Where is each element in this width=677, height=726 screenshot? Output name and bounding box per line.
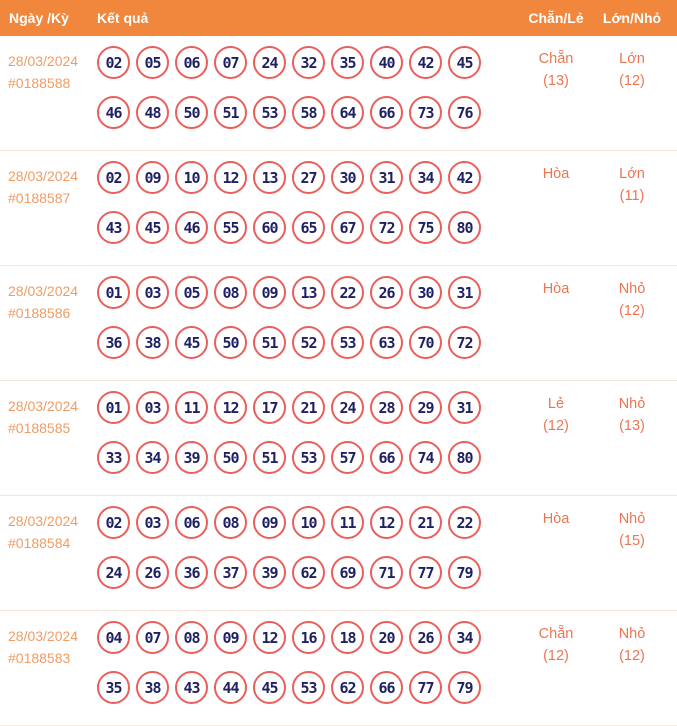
lottery-ball: 46 bbox=[175, 211, 208, 244]
lottery-ball: 01 bbox=[97, 391, 130, 424]
chan-le-count: (13) bbox=[543, 73, 569, 89]
lottery-ball: 08 bbox=[214, 506, 247, 539]
chan-le-value: Hòa bbox=[542, 166, 570, 182]
numbers-cell bbox=[97, 151, 525, 265]
lottery-ball: 74 bbox=[409, 441, 442, 474]
lottery-ball: 22 bbox=[448, 506, 481, 539]
draw-id: #0188583 bbox=[8, 650, 71, 666]
draw-id: #0188584 bbox=[8, 535, 71, 551]
lottery-ball: 50 bbox=[214, 326, 247, 359]
numbers-cell bbox=[97, 36, 525, 150]
lottery-ball: 16 bbox=[292, 621, 325, 654]
numbers-line-1 bbox=[97, 506, 525, 539]
lottery-ball: 55 bbox=[214, 211, 247, 244]
draw-date: 28/03/2024 bbox=[8, 283, 79, 299]
lottery-ball: 42 bbox=[448, 161, 481, 194]
lon-nho-count: (11) bbox=[619, 188, 645, 204]
lottery-ball: 66 bbox=[370, 96, 403, 129]
lottery-ball: 08 bbox=[214, 276, 247, 309]
lottery-ball: 11 bbox=[175, 391, 208, 424]
lottery-ball: 57 bbox=[331, 441, 364, 474]
lottery-ball: 62 bbox=[331, 671, 364, 704]
lottery-ball: 03 bbox=[136, 391, 169, 424]
result-row bbox=[0, 266, 677, 381]
col-header-ngay-ky: Ngày /Kỳ bbox=[9, 10, 69, 26]
lottery-ball: 75 bbox=[409, 211, 442, 244]
chan-le-cell bbox=[525, 496, 587, 610]
numbers-line-1 bbox=[97, 391, 525, 424]
draw-date: 28/03/2024 bbox=[8, 628, 79, 644]
lottery-ball: 35 bbox=[97, 671, 130, 704]
lottery-ball: 12 bbox=[214, 391, 247, 424]
chan-le-value: Lẻ bbox=[547, 396, 565, 412]
lottery-ball: 64 bbox=[331, 96, 364, 129]
lottery-ball: 66 bbox=[370, 671, 403, 704]
lottery-ball: 42 bbox=[409, 46, 442, 79]
lon-nho-cell bbox=[587, 496, 677, 610]
numbers-line-2 bbox=[97, 671, 525, 704]
lottery-ball: 69 bbox=[331, 556, 364, 589]
lottery-ball: 31 bbox=[448, 391, 481, 424]
lottery-ball: 09 bbox=[214, 621, 247, 654]
lottery-ball: 17 bbox=[253, 391, 286, 424]
lottery-ball: 63 bbox=[370, 326, 403, 359]
draw-id: #0188586 bbox=[8, 305, 71, 321]
lottery-ball: 80 bbox=[448, 211, 481, 244]
lottery-ball: 02 bbox=[97, 506, 130, 539]
chan-le-value: Hòa bbox=[542, 511, 570, 527]
lottery-ball: 24 bbox=[97, 556, 130, 589]
chan-le-cell bbox=[525, 381, 587, 495]
lottery-ball: 13 bbox=[292, 276, 325, 309]
chan-le-value: Hòa bbox=[542, 281, 570, 297]
date-cell bbox=[0, 381, 97, 495]
result-row bbox=[0, 496, 677, 611]
lon-nho-value: Lớn bbox=[619, 166, 645, 182]
lon-nho-value: Nhỏ bbox=[618, 281, 646, 297]
lon-nho-cell bbox=[587, 381, 677, 495]
lottery-ball: 13 bbox=[253, 161, 286, 194]
lottery-ball: 30 bbox=[331, 161, 364, 194]
result-row bbox=[0, 36, 677, 151]
lottery-ball: 02 bbox=[97, 161, 130, 194]
lottery-ball: 10 bbox=[292, 506, 325, 539]
lottery-ball: 31 bbox=[448, 276, 481, 309]
draw-id: #0188588 bbox=[8, 75, 71, 91]
chan-le-value: Chẵn bbox=[538, 626, 574, 642]
lottery-ball: 33 bbox=[97, 441, 130, 474]
lottery-ball: 06 bbox=[175, 506, 208, 539]
lottery-ball: 21 bbox=[292, 391, 325, 424]
lottery-ball: 09 bbox=[253, 506, 286, 539]
lottery-ball: 27 bbox=[292, 161, 325, 194]
lottery-ball: 77 bbox=[409, 556, 442, 589]
numbers-cell bbox=[97, 611, 525, 725]
lottery-ball: 62 bbox=[292, 556, 325, 589]
result-row bbox=[0, 611, 677, 726]
lottery-ball: 66 bbox=[370, 441, 403, 474]
lottery-ball: 45 bbox=[175, 326, 208, 359]
lottery-ball: 73 bbox=[409, 96, 442, 129]
numbers-line-2 bbox=[97, 211, 525, 244]
draw-id: #0188587 bbox=[8, 190, 71, 206]
lottery-ball: 43 bbox=[97, 211, 130, 244]
lottery-ball: 72 bbox=[448, 326, 481, 359]
lottery-ball: 71 bbox=[370, 556, 403, 589]
lottery-ball: 45 bbox=[253, 671, 286, 704]
lottery-ball: 38 bbox=[136, 671, 169, 704]
lottery-ball: 48 bbox=[136, 96, 169, 129]
lottery-ball: 53 bbox=[292, 671, 325, 704]
col-header-lon-nho: Lớn/Nhỏ bbox=[602, 10, 662, 26]
draw-date: 28/03/2024 bbox=[8, 513, 79, 529]
col-header-ket-qua: Kết quả bbox=[97, 10, 149, 26]
lottery-ball: 79 bbox=[448, 556, 481, 589]
lottery-ball: 26 bbox=[409, 621, 442, 654]
lottery-ball: 34 bbox=[136, 441, 169, 474]
numbers-line-1 bbox=[97, 46, 525, 79]
lon-nho-cell bbox=[587, 266, 677, 380]
lottery-ball: 80 bbox=[448, 441, 481, 474]
lottery-ball: 34 bbox=[409, 161, 442, 194]
lottery-ball: 50 bbox=[175, 96, 208, 129]
lottery-ball: 09 bbox=[253, 276, 286, 309]
lottery-ball: 51 bbox=[214, 96, 247, 129]
lottery-ball: 26 bbox=[136, 556, 169, 589]
lottery-ball: 45 bbox=[136, 211, 169, 244]
chan-le-cell bbox=[525, 36, 587, 150]
result-row bbox=[0, 381, 677, 496]
numbers-line-2 bbox=[97, 326, 525, 359]
date-cell bbox=[0, 266, 97, 380]
lottery-ball: 39 bbox=[175, 441, 208, 474]
date-cell bbox=[0, 151, 97, 265]
numbers-line-1 bbox=[97, 161, 525, 194]
lottery-ball: 02 bbox=[97, 46, 130, 79]
lottery-ball: 36 bbox=[97, 326, 130, 359]
lottery-ball: 04 bbox=[97, 621, 130, 654]
lottery-ball: 65 bbox=[292, 211, 325, 244]
draw-id: #0188585 bbox=[8, 420, 71, 436]
lottery-ball: 09 bbox=[136, 161, 169, 194]
lottery-ball: 29 bbox=[409, 391, 442, 424]
lottery-ball: 34 bbox=[448, 621, 481, 654]
chan-le-count: (12) bbox=[543, 648, 569, 664]
chan-le-cell bbox=[525, 611, 587, 725]
lottery-ball: 31 bbox=[370, 161, 403, 194]
lon-nho-value: Lớn bbox=[619, 51, 645, 67]
lottery-ball: 12 bbox=[214, 161, 247, 194]
draw-date: 28/03/2024 bbox=[8, 53, 79, 69]
lottery-ball: 18 bbox=[331, 621, 364, 654]
lottery-ball: 51 bbox=[253, 326, 286, 359]
lottery-ball: 12 bbox=[370, 506, 403, 539]
lottery-ball: 28 bbox=[370, 391, 403, 424]
numbers-cell bbox=[97, 496, 525, 610]
lon-nho-count: (13) bbox=[619, 418, 645, 434]
lottery-ball: 79 bbox=[448, 671, 481, 704]
lon-nho-count: (12) bbox=[619, 303, 645, 319]
numbers-line-2 bbox=[97, 96, 525, 129]
lottery-ball: 24 bbox=[331, 391, 364, 424]
lottery-ball: 05 bbox=[136, 46, 169, 79]
lottery-ball: 11 bbox=[331, 506, 364, 539]
lottery-ball: 20 bbox=[370, 621, 403, 654]
lottery-ball: 77 bbox=[409, 671, 442, 704]
date-cell bbox=[0, 611, 97, 725]
lottery-ball: 43 bbox=[175, 671, 208, 704]
lottery-ball: 12 bbox=[253, 621, 286, 654]
lottery-ball: 67 bbox=[331, 211, 364, 244]
lon-nho-count: (12) bbox=[619, 648, 645, 664]
lon-nho-cell bbox=[587, 611, 677, 725]
lottery-ball: 53 bbox=[331, 326, 364, 359]
result-row bbox=[0, 151, 677, 266]
lottery-ball: 03 bbox=[136, 276, 169, 309]
lon-nho-count: (12) bbox=[619, 73, 645, 89]
lottery-ball: 53 bbox=[292, 441, 325, 474]
lottery-ball: 32 bbox=[292, 46, 325, 79]
lottery-ball: 01 bbox=[97, 276, 130, 309]
lottery-ball: 06 bbox=[175, 46, 208, 79]
lottery-ball: 50 bbox=[214, 441, 247, 474]
lottery-ball: 60 bbox=[253, 211, 286, 244]
table-header bbox=[0, 0, 677, 36]
lottery-ball: 07 bbox=[214, 46, 247, 79]
lottery-ball: 30 bbox=[409, 276, 442, 309]
lottery-ball: 39 bbox=[253, 556, 286, 589]
numbers-line-2 bbox=[97, 441, 525, 474]
numbers-cell bbox=[97, 381, 525, 495]
lottery-ball: 38 bbox=[136, 326, 169, 359]
lottery-ball: 40 bbox=[370, 46, 403, 79]
lon-nho-value: Nhỏ bbox=[618, 396, 646, 412]
lottery-ball: 53 bbox=[253, 96, 286, 129]
lottery-ball: 52 bbox=[292, 326, 325, 359]
lottery-ball: 51 bbox=[253, 441, 286, 474]
chan-le-value: Chẵn bbox=[538, 51, 574, 67]
lottery-ball: 46 bbox=[97, 96, 130, 129]
lon-nho-cell bbox=[587, 36, 677, 150]
numbers-line-1 bbox=[97, 276, 525, 309]
numbers-line-1 bbox=[97, 621, 525, 654]
lottery-ball: 36 bbox=[175, 556, 208, 589]
col-header-chan-le: Chẵn/Lẻ bbox=[528, 10, 584, 26]
date-cell bbox=[0, 36, 97, 150]
lottery-ball: 70 bbox=[409, 326, 442, 359]
lottery-ball: 24 bbox=[253, 46, 286, 79]
numbers-line-2 bbox=[97, 556, 525, 589]
chan-le-cell bbox=[525, 266, 587, 380]
lottery-ball: 35 bbox=[331, 46, 364, 79]
lottery-ball: 76 bbox=[448, 96, 481, 129]
chan-le-cell bbox=[525, 151, 587, 265]
lottery-ball: 58 bbox=[292, 96, 325, 129]
draw-date: 28/03/2024 bbox=[8, 398, 79, 414]
lon-nho-cell bbox=[587, 151, 677, 265]
lottery-ball: 37 bbox=[214, 556, 247, 589]
lottery-ball: 26 bbox=[370, 276, 403, 309]
lottery-ball: 08 bbox=[175, 621, 208, 654]
lottery-ball: 21 bbox=[409, 506, 442, 539]
lottery-ball: 22 bbox=[331, 276, 364, 309]
lon-nho-count: (15) bbox=[619, 533, 645, 549]
lon-nho-value: Nhỏ bbox=[618, 511, 646, 527]
draw-date: 28/03/2024 bbox=[8, 168, 79, 184]
lon-nho-value: Nhỏ bbox=[618, 626, 646, 642]
numbers-cell bbox=[97, 266, 525, 380]
date-cell bbox=[0, 496, 97, 610]
lottery-ball: 07 bbox=[136, 621, 169, 654]
lottery-ball: 10 bbox=[175, 161, 208, 194]
lottery-ball: 05 bbox=[175, 276, 208, 309]
lottery-ball: 72 bbox=[370, 211, 403, 244]
lottery-ball: 03 bbox=[136, 506, 169, 539]
chan-le-count: (12) bbox=[543, 418, 569, 434]
lottery-ball: 45 bbox=[448, 46, 481, 79]
lottery-ball: 44 bbox=[214, 671, 247, 704]
